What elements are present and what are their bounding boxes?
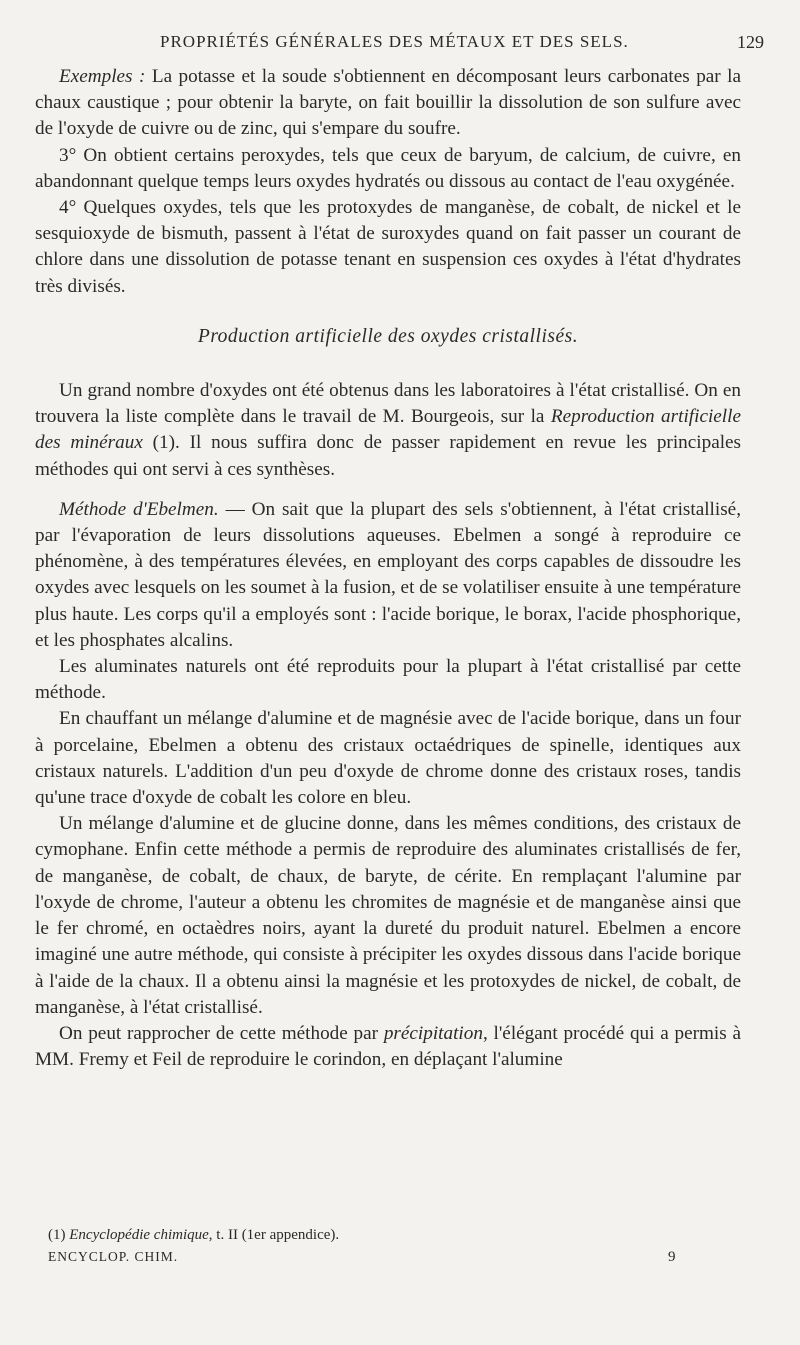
intro-text-a: Un grand nombre d'oxydes ont été obtenus dans les laboratoires à l'état cristallisé. On en trouvera la liste complète dans le travail de M. Bourgeois, sur la [35,380,741,428]
precipitation-italic: précipitation [383,1022,483,1044]
footnote-marker: (1) [48,1227,66,1243]
paragraph-aluminates: Les aluminates naturels ont été reproduits pour la plupart à l'état cristallisé par cette méthode. [35,656,741,704]
precipitation-text-b: , l'élégant procédé qui a permis à MM. Fremy et Feil de reproduire le corindon, en déplaçant l'alumine [35,1022,742,1071]
footer-signature: ENCYCLOP. CHIM. [48,1249,179,1264]
paragraph-ebelmen [35,497,741,654]
paragraph-spinelle: En chauffant un mélange d'alumine et de magnésie avec de l'acide borique, dans un four à porcelaine, Ebelmen a obtenu des cristaux octaédriques de spinelle, identiques aux cristaux naturels. L'addition d'un peu d'oxyde de chrome donne des cristaux roses, tandis qu'une trace d'oxyde de cobalt les colore en bleu. [35,708,741,809]
intro-italic-title: Reproduction artificielle des minéraux [35,406,741,454]
paragraph-precipitation [35,1021,741,1073]
footer-sheet-number: 9 [668,1249,677,1265]
footnote-italic: Encyclopédie chimique [69,1227,209,1243]
footnote [48,1224,708,1246]
footnote-area [48,1224,708,1268]
examples-text: La potasse et la soude s'obtiennent en décomposant leurs carbonates par la chaux caustique ; pour obtenir la baryte, on fait bouillir la dissolution de son sulfure avec de l'oxyde de cuivre ou de zinc, qui s'empare du soufre. [35,66,741,140]
ebelmen-text: — On sait que la plupart des sels s'obtiennent, à l'état cristallisé, par l'évaporation de leurs dissolutions aqueuses. Ebelmen a songé à reproduire ce phénomène, à des températures élevées, en employant des corps capables de dissoudre les oxydes avec lesquels on les soumet à la fusion, et de se volatiliser ensuite à une température plus haute. Les corps qu'il a employés sont : l'acide borique, le borax, l'acide phosphorique, et les phosphates alcalins. [35,498,741,651]
intro-text-b: (1). Il nous suffira donc de passer rapidement en revue les principales méthodes qui ont servi à ces synthèses. [35,432,742,480]
precipitation-text-a: On peut rapprocher de cette méthode par [59,1022,379,1044]
footer-line [48,1246,708,1268]
running-title: PROPRIÉTÉS GÉNÉRALES DES MÉTAUX ET DES SELS. [160,32,629,51]
paragraph-examples [35,64,741,143]
examples-label: Exemples : [59,66,146,87]
paragraph-glucine: Un mélange d'alumine et de glucine donne, dans les mêmes conditions, des cristaux de cymophane. Enfin cette méthode a permis de reproduire des aluminates cristallisés de fer, de manganèse, de cobalt, de chaux, de baryte, de cérite. En remplaçant l'alumine par l'oxyde de chrome, l'auteur a obtenu les chromites de magnésie et de manganèse ainsi que le fer chromé, en octaèdres noirs, ayant la dureté du produit naturel. Ebelmen a encore imaginé une autre méthode, qui consiste à précipiter les oxydes dissous dans l'acide borique à l'aide de la chaux. Il a obtenu ainsi la magnésie et les protoxydes de nickel, de cobalt, de manganèse, à l'état cristallisé. [35,813,741,1018]
footnote-text: , t. II (1er appendice). [208,1227,340,1243]
paragraph-intro [35,378,741,483]
section-heading: Production artificielle des oxydes cristallisés. [197,325,579,347]
paragraph-peroxydes: 3° On obtient certains peroxydes, tels que ceux de baryum, de calcium, de cuivre, en abandonnant quelque temps leurs oxydes hydratés ou dissous au contact de l'eau oxygénée. [35,144,741,192]
page-number: 129 [737,32,764,52]
running-head [0,32,800,58]
ebelmen-label: Méthode d'Ebelmen. [59,498,219,520]
body-text [35,64,741,1073]
paragraph-suroxydes: 4° Quelques oxydes, tels que les protoxydes de manganèse, de cobalt, de nickel et le sesquioxyde de bismuth, passent à l'état de suroxydes quand on fait passer un courant de chlore dans une dissolution de potasse tenant en suspension ces oxydes à l'état d'hydrates très divisés. [35,197,741,297]
